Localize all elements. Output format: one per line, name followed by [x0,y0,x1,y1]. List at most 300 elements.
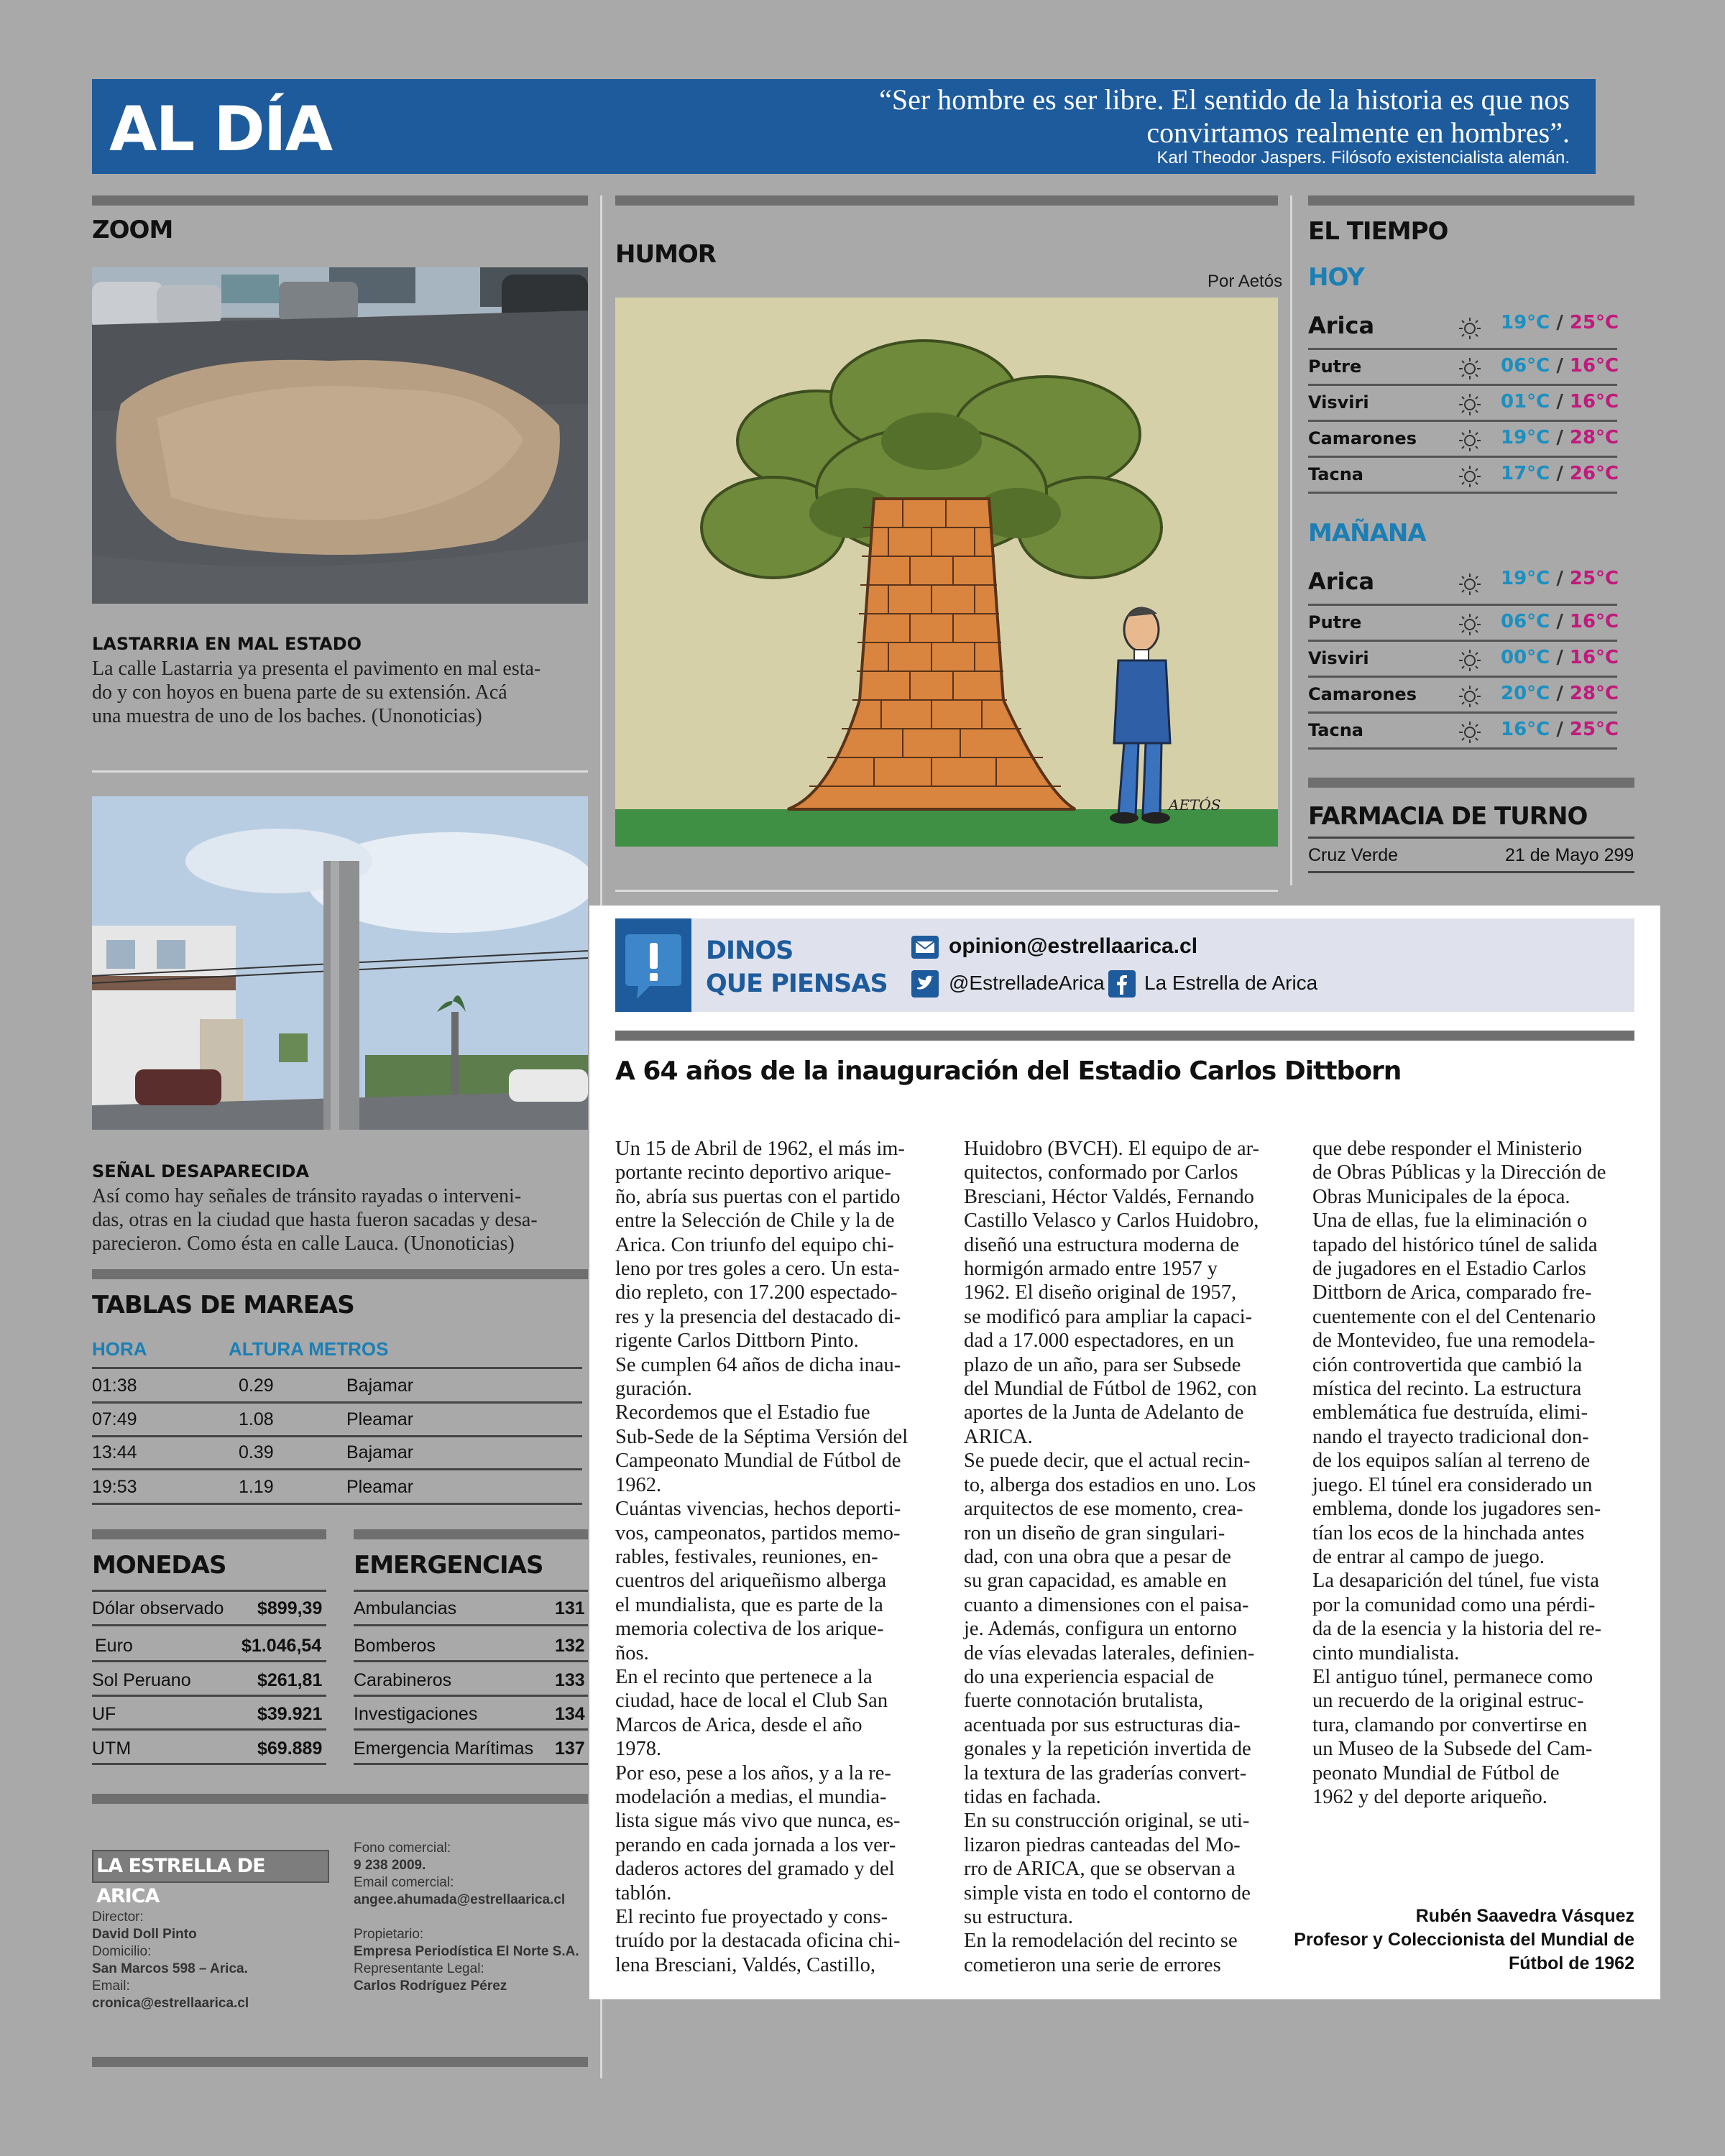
header-quote [635,83,1570,149]
domicilio-value: San Marcos 598 – Arica. [92,1961,248,1976]
article-line: hormigón armado entre 1957 y [964,1258,1218,1281]
sun-icon [1458,428,1482,453]
article-line: res y la presencia del destacado di- [615,1305,901,1328]
row-line [1308,420,1617,422]
temp-max: 16°C [1569,355,1619,377]
article-line: Se cumplen 64 años de dicha inau- [615,1353,901,1376]
row-line [1308,456,1617,458]
article-line: su gran capacidad, es amable en [964,1570,1227,1593]
row-line [1308,348,1617,350]
emergencia-number: 134 [555,1704,585,1724]
header-banner [92,79,1596,174]
article-line: fuerte connotación brutalista, [964,1690,1204,1713]
row-line [1308,640,1617,642]
article-line: tapado del histórico túnel de salida [1312,1233,1598,1256]
weather-temps [1501,611,1619,632]
article-line: un recuerdo de la original estruc- [1312,1690,1584,1713]
article-line: cometieron una serie de errores [964,1953,1221,1976]
author-role: Fútbol de 1962 [1508,1953,1634,1973]
article-line: tidas en fachada. [964,1785,1101,1808]
tiempo-title: EL TIEMPO [1308,217,1448,246]
article-line: dio repleto, con 17.200 espectado- [615,1281,898,1304]
temp-min: 20°C [1501,683,1550,704]
zoom-photo-missing-sign [92,796,588,1130]
row-line [92,1624,326,1626]
article-line: emblema, donde los jugadores sen- [1312,1498,1601,1521]
temp-separator: / [1550,611,1570,632]
email-label: Email: [92,1978,130,1994]
farmacia-title: FARMACIA DE TURNO [1308,802,1588,831]
twitter-icon [911,970,939,998]
row-line [92,1468,582,1470]
temp-separator: / [1550,391,1570,413]
moneda-name: UTM [92,1738,132,1759]
article-line: El antiguo túnel, permanece como [1312,1665,1593,1688]
article-line: do una experiencia espacial de [964,1665,1215,1688]
article-line: cuentemente con el del Centenario [1312,1305,1596,1328]
weather-city: Putre [1308,612,1362,632]
article-column-1 [615,1137,942,1977]
author-name: Rubén Saavedra Vásquez [1415,1906,1634,1926]
section-rule [1308,195,1634,206]
caption-line: parecieron. Como ésta en calle Lauca. (Unonoticias) [92,1233,515,1255]
domicilio-label: Domicilio: [92,1944,152,1959]
moneda-name: Sol Peruano [92,1670,191,1690]
article-line: portante recinto deportivo arique- [615,1161,891,1184]
article-line: su estructura. [964,1906,1073,1928]
temp-max: 28°C [1569,683,1619,704]
temp-separator: / [1550,719,1570,740]
row-line [1308,384,1617,386]
propietario-label: Propietario: [354,1927,424,1942]
article-line: nando el trayecto tradicional don- [1312,1425,1589,1448]
article-line: Por eso, pese a los años, y a la re- [615,1761,891,1784]
weather-city: Camarones [1308,428,1417,448]
mareas-altura: 1.08 [239,1409,274,1429]
article-line: de entrar al campo de juego. [1312,1545,1545,1568]
email-comercial-value: angee.ahumada@estrellaarica.cl [354,1892,566,1907]
temp-min: 19°C [1501,568,1550,589]
article-line: truído por la destacada oficina chi- [615,1930,901,1953]
weather-temps [1501,355,1619,377]
article-line: 1962. [615,1473,662,1496]
sun-icon [1458,316,1482,341]
article-line: rables, festivales, reuniones, en- [615,1545,878,1568]
temp-min: 06°C [1501,355,1550,377]
article-line: ciudad, hace de local el Club San [615,1690,888,1713]
weather-temps [1501,568,1619,589]
article-line: ron un diseño de gran singulari- [964,1521,1225,1544]
article-line: arquitectos de ese momento, crea- [964,1498,1243,1521]
section-rule [354,1529,588,1539]
article-line: je. Además, configura un entorno [964,1618,1237,1641]
mareas-hora: 19:53 [92,1477,137,1497]
zoom-photo-pothole [92,267,588,604]
moneda-name: Dólar observado [92,1598,224,1618]
facebook-icon [1108,970,1136,998]
weather-temps [1501,647,1619,668]
sun-icon [1458,392,1482,417]
emergencia-number: 137 [555,1738,585,1759]
temp-min: 00°C [1501,647,1550,668]
representante-value: Carlos Rodríguez Pérez [354,1978,507,1994]
weather-temps [1501,463,1619,484]
article-line: Recordemos que el Estadio fue [615,1401,870,1424]
row-line [92,1695,326,1697]
article-line: ño, abría sus puertas con el partido [615,1185,901,1208]
article-column-3 [1312,1137,1639,1809]
mareas-col-hora: HORA [92,1338,147,1360]
article-line: 1962 y del deporte ariqueño. [1312,1785,1547,1808]
article-title: A 64 años de la inauguración del Estadio Carlos Dittborn [615,1056,1402,1086]
temp-separator: / [1550,683,1570,704]
mareas-col-altura: ALTURA METROS [229,1338,389,1360]
article-line: peonato Mundial de Fútbol de [1312,1761,1560,1784]
moneda-value: $899,39 [257,1598,323,1618]
mareas-hora: 07:49 [92,1409,137,1429]
row-line [1308,492,1617,494]
temp-separator: / [1550,463,1570,484]
article-line: un Museo de la Subsede del Cam- [1312,1738,1593,1761]
temp-separator: / [1550,647,1570,668]
article-line: 1978. [615,1738,662,1761]
article-line: Una de ellas, fue la eliminación o [1312,1210,1588,1233]
article-line: 1962. El diseño original de 1957, [964,1281,1237,1304]
temp-separator: / [1550,427,1570,448]
weather-city: Visviri [1308,648,1369,668]
humor-title: HUMOR [615,240,716,269]
article-line: acentuada por sus estructuras dia- [964,1713,1241,1736]
author-role: Profesor y Coleccionista del Mundial de [1294,1930,1634,1950]
article-line: da de la esencia y la historia del re- [1312,1618,1601,1641]
quote-author: Karl Theodor Jaspers. Filósofo existencialista alemán. [1156,148,1570,167]
tiempo-hoy: HOY [1308,263,1364,292]
article-line: de Montevideo, fue una remodela- [1312,1330,1596,1353]
article-line: de vías elevadas laterales, definien- [964,1641,1255,1664]
masthead-right [354,1840,579,1995]
article-line: En el recinto que pertenece a la [615,1665,873,1688]
section-rule [92,2057,588,2067]
opinion-icon-box [615,918,691,1012]
tiempo-manana: MAÑANA [1308,519,1426,548]
temp-separator: / [1550,568,1570,589]
temp-min: 01°C [1501,391,1550,413]
article-line: Cuántas vivencias, hechos deporti- [615,1498,901,1521]
article-line: quitectos, conformado por Carlos [964,1161,1238,1184]
temp-min: 16°C [1501,719,1550,740]
humor-cartoon [615,298,1278,847]
weather-city: Arica [1308,568,1375,595]
article-line: ARICA. [964,1425,1033,1448]
article-line: memoria colectiva de los arique- [615,1618,884,1641]
article-line: to, alberga dos estadios en uno. Los [964,1473,1256,1496]
temp-max: 26°C [1569,463,1619,484]
mareas-tipo: Bajamar [346,1376,414,1396]
row-line [92,1728,326,1731]
quote-line: convirtamos realmente en hombres”. [1146,116,1570,149]
article-line: dad a 17.000 espectadores, en un [964,1330,1234,1353]
fono-value: 9 238 2009. [354,1858,426,1873]
section-rule [92,1794,588,1804]
caption-line: das, otras en la ciudad que hasta fueron sacadas y desa- [92,1209,538,1231]
article-line: modelación a medias, el mundia- [615,1785,887,1808]
mareas-altura: 1.19 [239,1477,274,1497]
row-line [354,1624,588,1626]
row-line [354,1590,588,1592]
director-label: Director: [92,1909,144,1925]
article-line: El recinto fue proyectado y cons- [615,1906,888,1928]
weather-city: Putre [1308,356,1362,377]
cartoon-signature: AETÓS [1169,796,1221,814]
article-line: cinto mundialista. [1312,1641,1460,1664]
section-rule [92,1529,326,1539]
mareas-hora: 13:44 [92,1442,137,1462]
sun-icon [1458,464,1482,489]
emergencia-name: Investigaciones [354,1704,478,1724]
opinion-email[interactable]: opinion@estrellaarica.cl [949,934,1198,958]
weather-temps [1501,719,1619,740]
opinion-heading-line: QUE PIENSAS [706,969,888,998]
article-line: de jugadores en el Estadio Carlos [1312,1258,1586,1281]
quote-line: “Ser hombre es ser libre. El sentido de la historia es que nos [879,83,1570,116]
fono-label: Fono comercial: [354,1841,451,1856]
mareas-tipo: Bajamar [346,1442,414,1462]
article-line: leno por tres goles a cero. Un esta- [615,1258,900,1281]
weather-temps [1501,312,1619,333]
temp-min: 06°C [1501,611,1550,632]
emergencias-title: EMERGENCIAS [354,1551,543,1580]
temp-max: 16°C [1569,391,1619,413]
article-line: tablón. [615,1881,672,1904]
article-line: guración. [615,1378,692,1401]
temp-separator: / [1550,312,1570,333]
moneda-value: $39.921 [257,1704,323,1724]
email-comercial-label: Email comercial: [354,1875,454,1890]
article-line: que debe responder el Ministerio [1312,1138,1583,1160]
article-line: la textura de las graderías convert- [964,1761,1247,1784]
logo-text: LA ESTRELLA DE ARICA [96,1855,265,1907]
opinion-twitter[interactable]: @EstrelladeArica [949,972,1105,994]
opinion-facebook[interactable]: La Estrella de Arica [1144,972,1318,994]
weather-temps [1501,427,1619,448]
row-line [354,1728,588,1731]
sun-icon [1458,356,1482,381]
newspaper-logo [92,1850,329,1907]
mareas-altura: 0.29 [239,1376,274,1396]
article-line: gonales y la repetición invertida de [964,1738,1251,1761]
emergencia-name: Emergencia Marítimas [354,1738,534,1759]
article-line: Sub-Sede de la Séptima Versión del [615,1425,908,1448]
temp-min: 17°C [1501,463,1550,484]
caption-line: una muestra de uno de los baches. (Unonoticias) [92,705,482,727]
article-line: Bresciani, Héctor Valdés, Fernando [964,1185,1254,1208]
moneda-value: $69.889 [257,1738,323,1759]
weather-city: Arica [1308,312,1375,339]
sun-icon [1458,720,1482,745]
emergencia-name: Carabineros [354,1670,452,1690]
temp-min: 19°C [1501,427,1550,448]
article-line: La desaparición del túnel, fue vista [1312,1570,1599,1593]
article-line: Obras Municipales de la época. [1312,1185,1570,1208]
caption-line: do y con hoyos en buena parte de su extensión. Acá [92,681,507,704]
article-line: de Obras Públicas y la Dirección de [1312,1161,1606,1184]
article-line: Un 15 de Abril de 1962, el más im- [615,1138,905,1160]
section-rule [615,195,1278,206]
article-line: cuentros del ariqueñismo alberga [615,1570,886,1593]
zoom-caption-text [92,1184,595,1256]
article-line: Campeonato Mundial de Fútbol de [615,1450,901,1473]
section-title: AL DÍA [109,93,332,165]
row-line [354,1660,588,1662]
article-line: lena Bresciani, Valdés, Castillo, [615,1953,875,1976]
temp-max: 25°C [1569,568,1619,589]
temp-max: 16°C [1569,647,1619,668]
mareas-title: TABLAS DE MAREAS [92,1291,354,1319]
monedas-title: MONEDAS [92,1551,226,1580]
article-line: diseñó una estructura moderna de [964,1233,1240,1256]
article-line: mística del recinto. La estructura [1312,1378,1582,1401]
section-rule [1308,778,1634,788]
moneda-value: $1.046,54 [242,1636,322,1656]
sun-icon [1458,648,1482,673]
weather-temps [1501,391,1619,413]
row-line [92,1503,582,1505]
opinion-contact-bar [615,918,1634,1012]
weather-city: Visviri [1308,392,1369,413]
article-line: entre la Selección de Chile y la de [615,1210,895,1233]
temp-max: 28°C [1569,427,1619,448]
article-line: plazo de un año, para ser Subsede [964,1353,1241,1376]
farmacia-name: Cruz Verde [1308,845,1399,865]
opinion-heading [706,934,888,1000]
row-line [1308,711,1617,714]
article-line: En la remodelación del recinto se [964,1930,1238,1953]
article-line: En su construcción original, se uti- [964,1810,1250,1833]
humor-credit: Por Aetós [1208,272,1283,291]
article-line: del Mundial de Fútbol de 1962, con [964,1378,1257,1401]
emergencia-number: 132 [555,1636,585,1656]
article-line: Arica. Con triunfo del equipo chi- [615,1233,894,1256]
zoom-caption-text [92,657,595,728]
director-value: David Doll Pinto [92,1927,197,1942]
temp-max: 16°C [1569,611,1619,632]
section-rule [92,1269,588,1279]
article-line: emblemática fue destruída, elimi- [1312,1401,1588,1424]
weather-city: Tacna [1308,720,1363,740]
masthead-left [92,1909,249,2012]
row-line [354,1763,588,1765]
farmacia-address: 21 de Mayo 299 [1505,845,1634,865]
row-line [1308,604,1617,606]
article-line: cuanto a dimensiones con el paisa- [964,1593,1249,1616]
weather-temps [1501,683,1619,704]
speech-bubble-icon [615,918,691,1012]
mareas-altura: 0.39 [239,1442,274,1462]
article-line: Se puede decir, que el actual recin- [964,1450,1251,1473]
zoom-title: ZOOM [92,216,173,244]
sun-icon [1458,612,1482,637]
caption-line: La calle Lastarria ya presenta el pavimento en mal esta- [92,658,541,680]
column-divider [1290,195,1292,885]
email-icon [911,936,939,959]
representante-label: Representante Legal: [354,1961,484,1976]
row-line [92,1660,326,1662]
article-line: de los equipos salían al terreno de [1312,1450,1591,1473]
row-line [1308,837,1634,839]
row-line [92,1367,582,1369]
article-line: vos, campeonatos, partidos memo- [615,1521,901,1544]
weather-city: Camarones [1308,684,1417,704]
article-line: Dittborn de Arica, comparado fre- [1312,1281,1592,1304]
row-line [92,1435,582,1437]
email-value: cronica@estrellaarica.cl [92,1996,249,2011]
article-line: Huidobro (BVCH). El equipo de ar- [964,1138,1260,1160]
article-line: juego. El túnel era considerado un [1312,1473,1593,1496]
article-line: ción controvertida que cambió la [1312,1353,1583,1376]
caption-line: Así como hay señales de tránsito rayadas o interveni- [92,1185,522,1207]
row-line [92,1401,582,1404]
emergencia-number: 133 [555,1670,585,1690]
article-line: perando en cada jornada a los ver- [615,1833,896,1856]
article-line: dad, con una obra que a pesar de [964,1545,1231,1568]
article-line: ños. [615,1641,649,1664]
emergencia-name: Bomberos [354,1636,436,1656]
article-line: rigente Carlos Dittborn Pinto. [615,1330,859,1353]
article-column-2 [964,1137,1290,1977]
article-line: lista sigue más vivo que nunca, es- [615,1810,901,1833]
sun-icon [1458,684,1482,709]
temp-max: 25°C [1569,312,1619,333]
emergencia-number: 131 [555,1598,585,1618]
row-line [354,1695,588,1697]
weather-city: Tacna [1308,464,1363,484]
temp-max: 25°C [1569,719,1619,740]
emergencia-name: Ambulancias [354,1598,457,1618]
zoom-caption-head: SEÑAL DESAPARECIDA [92,1161,310,1181]
article-line: lizaron piedras canteadas del Mo- [964,1833,1241,1856]
row-line [1308,871,1634,873]
article-line: por la comunidad como una pérdi- [1312,1593,1596,1616]
divider [615,890,1278,892]
opinion-heading-line: DINOS [706,936,794,965]
row-line [1308,676,1617,678]
row-line [92,1763,326,1765]
article-line: daderos actores del gramado y del [615,1858,895,1881]
article-line: Marcos de Arica, desde el año [615,1713,862,1736]
zoom-caption-head: LASTARRIA EN MAL ESTADO [92,634,362,654]
mareas-hora: 01:38 [92,1376,137,1396]
sun-icon [1458,572,1482,596]
article-line: aportes de la Junta de Adelanto de [964,1401,1244,1424]
section-rule [92,195,588,206]
article-line: se modificó para ampliar la capaci- [964,1305,1253,1328]
mareas-tipo: Pleamar [346,1409,414,1429]
moneda-value: $261,81 [257,1670,323,1690]
article-line: rro de ARICA, que se observan a [964,1858,1236,1881]
propietario-value: Empresa Periodística El Norte S.A. [354,1944,579,1959]
temp-min: 19°C [1501,312,1550,333]
moneda-name: UF [92,1704,116,1724]
temp-separator: / [1550,355,1570,377]
moneda-name: Euro [95,1636,133,1656]
article-line: Castillo Velasco y Carlos Huidobro, [964,1210,1259,1233]
section-rule [615,1031,1634,1041]
article-line: el mundialista, que es parte de la [615,1593,883,1616]
article-line: simple vista en todo el contorno de [964,1881,1251,1904]
row-line [1308,747,1617,750]
article-line: tían los ecos de la hinchada antes [1312,1521,1585,1544]
mareas-tipo: Pleamar [346,1477,414,1497]
